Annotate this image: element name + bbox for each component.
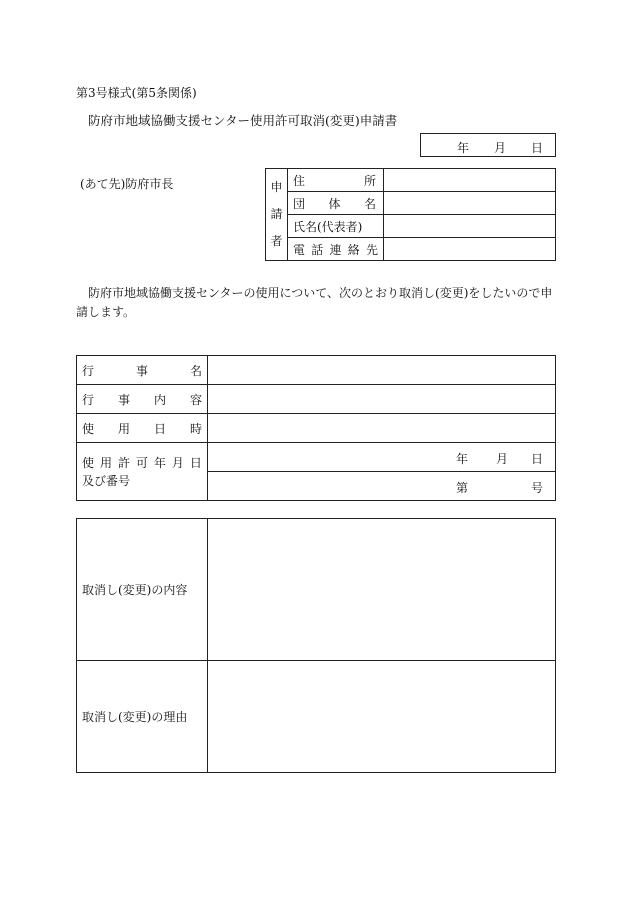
label-text: 氏名(代表者) (293, 219, 363, 234)
label-char: 話 (311, 242, 324, 257)
application-date-box[interactable] (420, 133, 556, 157)
label-char: 使 (82, 455, 95, 470)
event-content-label (77, 385, 208, 414)
permit-month-label: 月 (496, 452, 509, 466)
label-char: 電 (293, 242, 306, 257)
phone-field[interactable] (384, 238, 556, 261)
permit-label (77, 443, 208, 501)
address-field[interactable] (384, 169, 556, 192)
label-char: 所 (363, 173, 376, 188)
label-char: 使 (82, 421, 95, 436)
organization-field[interactable] (384, 192, 556, 215)
label-char: 月 (171, 455, 184, 470)
event-content-field[interactable] (208, 385, 556, 414)
phone-label (288, 238, 384, 261)
label-char: 内 (153, 392, 166, 407)
label-char: 日 (189, 455, 202, 470)
form-number: 第3号様式(第5条関係) (76, 86, 197, 100)
label-char: 行 (82, 392, 95, 407)
label-char: 日 (153, 421, 166, 436)
label-char: 容 (189, 392, 202, 407)
label-char: 年 (153, 455, 166, 470)
event-name-label (77, 356, 208, 385)
permit-date-field[interactable] (208, 443, 556, 472)
addressee: (あて先)防府市長 (80, 177, 174, 191)
label-char: 住 (293, 173, 306, 188)
cancel-reason-field[interactable] (208, 661, 556, 773)
representative-label (288, 215, 384, 238)
request-statement: 防府市地域協働支援センターの使用について、次のとおり取消し(変更)をしたいので申請します。 (76, 286, 553, 319)
usage-datetime-label (77, 414, 208, 443)
permit-number-prefix: 第 (456, 481, 469, 495)
label-char: 事 (135, 363, 148, 378)
usage-datetime-field[interactable] (208, 414, 556, 443)
applicant-side-label (266, 169, 288, 261)
organization-label (288, 192, 384, 215)
cancel-table (76, 518, 556, 773)
side-char: 請 (270, 207, 283, 221)
representative-field[interactable] (384, 215, 556, 238)
label-char: 体 (328, 196, 341, 211)
cancel-reason-label: 取消し(変更)の理由 (77, 661, 208, 773)
side-char: 申 (270, 180, 283, 194)
label-char: 時 (189, 421, 202, 436)
permit-number-field[interactable] (208, 472, 556, 501)
event-name-field[interactable] (208, 356, 556, 385)
label-char: 団 (293, 196, 306, 211)
label-char: 先 (365, 242, 378, 257)
label-char: 用 (117, 421, 130, 436)
label-char: 連 (329, 242, 342, 257)
permit-year-label: 年 (456, 452, 469, 466)
side-char: 者 (270, 234, 283, 248)
label-char: 用 (99, 455, 112, 470)
permit-label-line2: 及び番号 (82, 473, 131, 488)
label-char: 絡 (347, 242, 360, 257)
date-year-label: 年 (457, 141, 470, 155)
applicant-table (265, 168, 556, 261)
cancel-content-label: 取消し(変更)の内容 (77, 519, 208, 661)
permit-number-suffix: 号 (531, 481, 544, 495)
label-char: 行 (82, 363, 95, 378)
form-title: 防府市地域協働支援センター使用許可取消(変更)申請書 (88, 113, 398, 128)
label-char: 事 (117, 392, 130, 407)
date-month-label: 月 (494, 141, 507, 155)
event-table (76, 355, 556, 501)
permit-day-label: 日 (531, 452, 544, 466)
date-day-label: 日 (531, 141, 544, 155)
label-char: 名 (189, 363, 202, 378)
label-char: 名 (363, 196, 376, 211)
cancel-content-field[interactable] (208, 519, 556, 661)
label-char: 許 (117, 455, 130, 470)
label-char: 可 (135, 455, 148, 470)
address-label (288, 169, 384, 192)
